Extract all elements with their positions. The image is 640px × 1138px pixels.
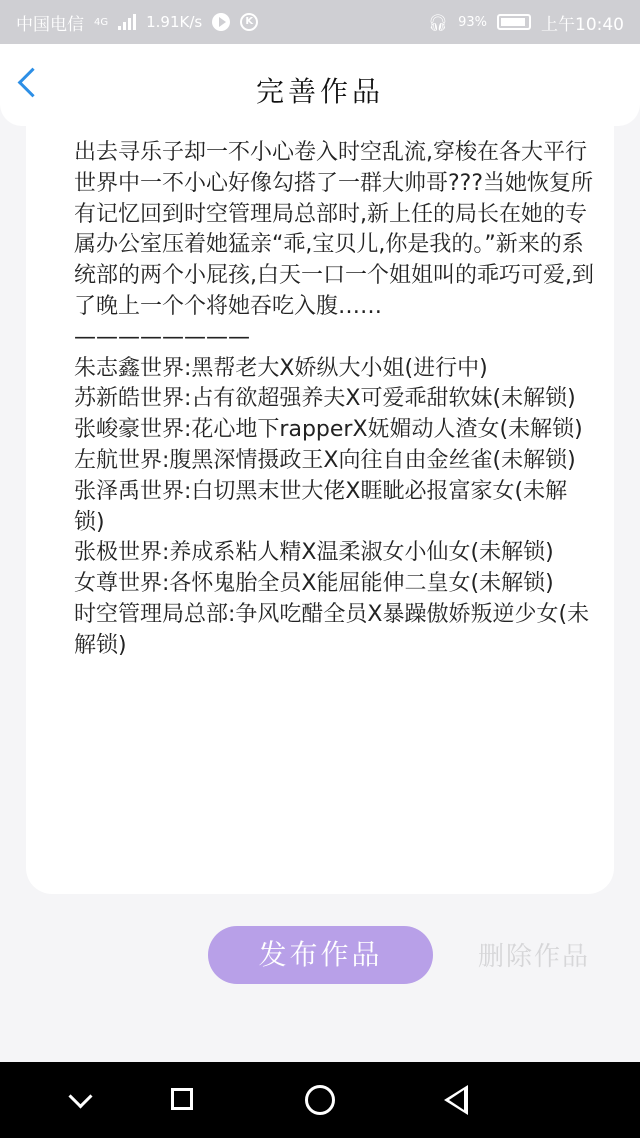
system-nav-bar [0, 1062, 640, 1138]
network-type: 4G [94, 16, 109, 28]
status-bar [0, 0, 640, 44]
headphone-icon: 🎧︎ [427, 12, 449, 32]
signal-icon [118, 14, 136, 30]
header-bar [0, 44, 640, 126]
delete-button[interactable]: 删除作品 [478, 936, 598, 978]
carrier-label: 中国电信 [16, 14, 84, 35]
nav-square-icon[interactable] [133, 1062, 233, 1138]
nav-triangle-icon[interactable] [406, 1062, 506, 1138]
clock: 上午10:40 [541, 14, 624, 35]
k-app-icon: K [240, 13, 258, 31]
battery-percent: 93% [458, 14, 487, 30]
nav-chevron-down-icon[interactable] [30, 1062, 130, 1138]
status-right [428, 10, 624, 35]
network-speed: 1.91K/s [146, 13, 203, 31]
work-description: 出去寻乐子却一不小心卷入时空乱流,穿梭在各大平行世界中一不小心好像勾搭了一群大帅哥???当她恢复所有记忆回到时空管理局总部时,新上任的局长在她的专属办公室压着她猛亲“乖,宝贝儿,你是我的。”新来的系统部的两个小屁孩,白天一口一个姐姐叫的乖巧可爱,到了晚上一个个将她吞吃入腹…… ———————— 朱志鑫世界:黑帮老大X娇纵大小姐(进行中) 苏新皓世界:占有欲超强养夫X可爱乖甜软妹(未解锁) 张峻豪世界:花心地下rapperX妩媚动人渣女(未解锁) 左航世界:腹黑深情摄政王X向往自由金丝雀(未解锁) 张泽禹世界:白切黑末世大佬X睚眦必报富家女(未解锁) 张极世界:养成系粘人精X温柔淑女小仙女(未解锁) 女尊世界:各怀鬼胎全员X能屈能伸二皇女(未解锁) 时空管理局总部:争风吃醋全员X暴躁傲娇叛逆少女(未解锁) [74, 140, 594, 658]
battery-icon [497, 14, 531, 30]
page-title: 完善作品 [255, 75, 384, 108]
status-left [16, 10, 258, 35]
nav-circle-icon[interactable] [270, 1062, 370, 1138]
content-card [26, 118, 614, 894]
publish-button[interactable]: 发布作品 [208, 926, 433, 984]
play-icon [212, 13, 230, 31]
